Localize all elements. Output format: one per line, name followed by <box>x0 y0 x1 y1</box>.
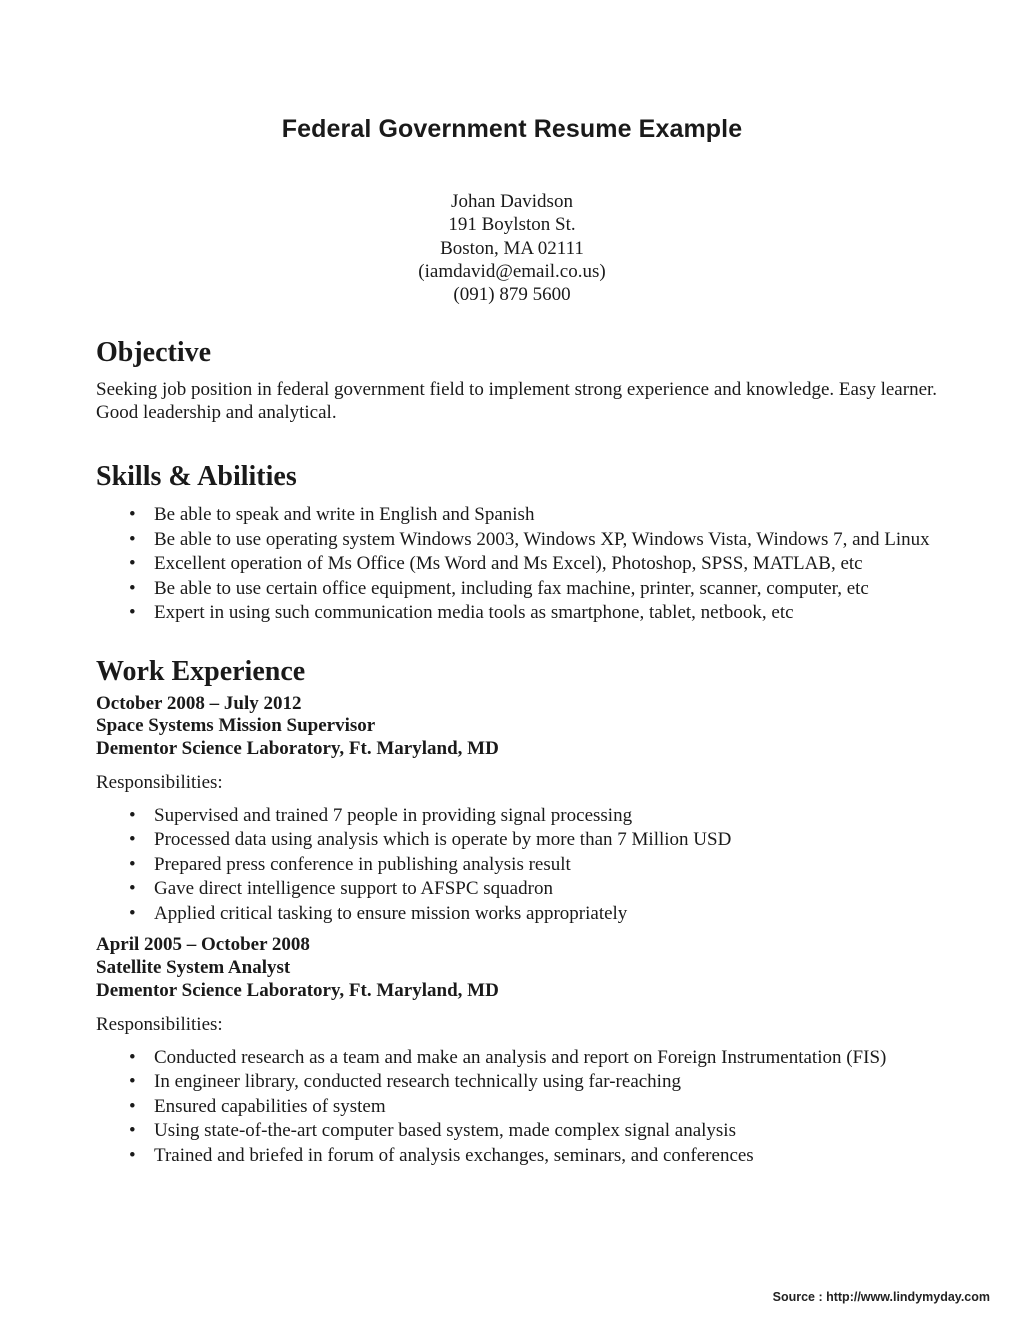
bullet-icon: • <box>129 1071 136 1093</box>
list-item: • Gave direct intelligence support to AFSPC squadron <box>96 877 946 902</box>
list-item: • Applied critical tasking to ensure mission works appropriately <box>96 902 946 927</box>
objective-heading: Objective <box>96 337 212 368</box>
contact-street: 191 Boylston St. <box>448 214 576 236</box>
list-item: • Expert in using such communication media tools as smartphone, tablet, netbook, etc <box>96 601 946 626</box>
job-employer: Dementor Science Laboratory, Ft. Maryland, MD <box>96 738 499 760</box>
bullet-icon: • <box>129 1120 136 1142</box>
contact-email: (iamdavid@email.co.us) <box>418 260 606 282</box>
bullet-icon: • <box>129 602 136 623</box>
responsibilities-list <box>96 1046 946 1169</box>
list-item: • Using state-of-the-art computer based system, made complex signal analysis <box>96 1119 946 1144</box>
page-title: Federal Government Resume Example <box>281 115 743 143</box>
job-dates: April 2005 – October 2008 <box>96 934 310 956</box>
list-item: • Supervised and trained 7 people in providing signal processing <box>96 804 946 829</box>
list-item: • Conducted research as a team and make an analysis and report on Foreign Instrumentation (FIS) <box>96 1046 946 1071</box>
bullet-icon: • <box>129 1144 136 1166</box>
bullet-icon: • <box>129 878 136 900</box>
list-item: • Excellent operation of Ms Office (Ms Word and Ms Excel), Photoshop, SPSS, MATLAB, etc <box>96 552 946 577</box>
skills-heading: Skills & Abilities <box>96 461 297 492</box>
skills-list <box>96 503 946 626</box>
list-item: • Be able to use certain office equipment, including fax machine, printer, scanner, computer, etc <box>96 577 946 602</box>
job-dates: October 2008 – July 2012 <box>96 692 302 714</box>
source-credit: Source : http://www.lindymyday.com <box>772 1290 990 1304</box>
bullet-icon: • <box>129 1095 136 1117</box>
job-entry-2 <box>96 934 946 1168</box>
bullet-icon: • <box>129 528 136 550</box>
contact-block <box>0 190 1024 306</box>
resume-body <box>96 336 946 1168</box>
list-item: • Ensured capabilities of system <box>96 1095 946 1120</box>
job-employer: Dementor Science Laboratory, Ft. Maryland, MD <box>96 979 499 1001</box>
bullet-icon: • <box>129 902 136 924</box>
list-item: • Be able to speak and write in English and Spanish <box>96 503 946 528</box>
job-position: Satellite System Analyst <box>96 957 291 979</box>
contact-name: Johan Davidson <box>451 191 573 212</box>
job-entry-1 <box>96 693 946 927</box>
bullet-icon: • <box>129 504 136 525</box>
bullet-icon: • <box>129 1046 136 1068</box>
bullet-icon: • <box>129 553 136 574</box>
list-item: • Prepared press conference in publishing analysis result <box>96 853 946 878</box>
contact-phone: (091) 879 5600 <box>453 284 571 306</box>
contact-city: Boston, MA 02111 <box>440 237 584 259</box>
list-item: • Trained and briefed in forum of analysis exchanges, seminars, and conferences <box>96 1144 946 1169</box>
job-position: Space Systems Mission Supervisor <box>96 715 376 737</box>
work-heading: Work Experience <box>96 655 306 687</box>
list-item: • Processed data using analysis which is operate by more than 7 Million USD <box>96 828 946 853</box>
list-item: • Be able to use operating system Windows 2003, Windows XP, Windows Vista, Windows 7, and Linux <box>96 528 946 553</box>
responsibilities-list <box>96 804 946 927</box>
bullet-icon: • <box>129 804 136 826</box>
list-item: • In engineer library, conducted research technically using far-reaching <box>96 1070 946 1095</box>
responsibilities-label: Responsibilities: <box>96 771 223 793</box>
bullet-icon: • <box>129 853 136 875</box>
responsibilities-label: Responsibilities: <box>96 1013 223 1035</box>
bullet-icon: • <box>129 577 136 599</box>
objective-text: Seeking job position in federal government field to implement strong experience and knowledge. Easy learner. Good leadership and analytical. <box>96 379 938 423</box>
bullet-icon: • <box>129 829 136 851</box>
